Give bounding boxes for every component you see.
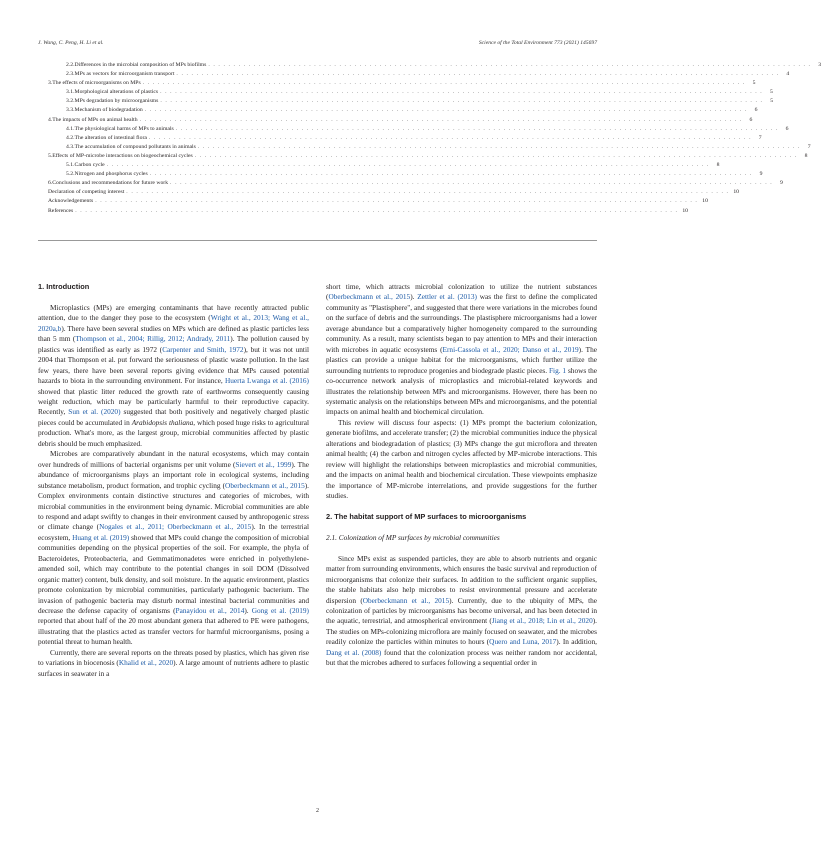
toc-entry-title: Declaration of competing interest (48, 189, 125, 196)
toc-entry-title: MPs degradation by microorganisms (74, 98, 159, 105)
toc-entry[interactable] (48, 161, 720, 170)
citation-link[interactable]: Dang et al. (2008) (326, 647, 382, 657)
toc-entry-title: The effects of microorganisms on MPs (52, 80, 141, 87)
citation-link[interactable]: Oberbeckmann et al., 2015 (328, 292, 411, 302)
toc-entry-title: MPs as vectors for microorganism transport (74, 71, 175, 78)
toc-entry-page: 6 (749, 116, 753, 123)
toc-entry-page: 8 (716, 162, 720, 169)
toc-entry-title: The impacts of MPs on animal health (52, 116, 138, 123)
citation-link[interactable]: Carpenter and Smith, 1972 (162, 344, 244, 354)
toc-entry[interactable] (48, 106, 758, 115)
citation-link[interactable]: Jiang et al., 2018; Lin et al., 2020 (491, 616, 593, 626)
toc-entry-page: 8 (804, 152, 808, 159)
toc-leader-dots: . . . . . . . . . . . . . . . . . . . . . . . . . . . . . . . . . . . . . . . . . . . . . . . . . . . . . . . . . . . . . . . . . . . . . . . . . . . . . . . . . . . . . . . . . . . . . . . . . . . . . . . . . . . . . . . . . . . . . . . . (148, 134, 752, 141)
page-number: 2 (316, 808, 319, 814)
toc-entry-page: 3 (818, 62, 821, 68)
toc-entry[interactable] (48, 70, 790, 79)
toc-entry[interactable] (48, 61, 821, 70)
paragraph: Currently, there are several reports on the threats posed by plastics, which has given rise to variations in biocenosis (Khalid et al., 2020). A large amount of nutrients adhere to plastic surfaces in seawater in a (38, 647, 309, 678)
toc-entry-page: 5 (769, 89, 773, 96)
toc-leader-dots: . . . . . . . . . . . . . . . . . . . . . . . . . . . . . . . . . . . . . . . . . . . . . . . . . . . . . . . . . . . . . . . . . . . . . . . . . . . . . . . . . . . . . . . . . . . . . . . . . . . . . . . . . . . . . . . . . . . . . . . . (95, 198, 698, 205)
paragraph: This review will discuss four aspects: (1) MPs prompt the bacterium colonization, generate biofilms, and accelerate transfer; (2) the microbial communities induce the physical alterations and biodegradation of plastics; (3) MPs change the gut microflora and threaten animal health; (4) the carbon and nitrogen cycles affected by MP-microbe interactions. This review will highlight the relationships between microplastics and microbial communities, and the impacts on animal health and biochemical circulation. These viewpoints emphasize the importance of MP-microbe interrelations, and provide suggestions for the further studies. (326, 417, 597, 501)
paragraph: Microplastics (MPs) are emerging contaminants that have recently attracted public attention, due to the danger they pose to the ecosystem (Wright et al., 2013; Wang et al., 2020a,b). There have been several studies on MPs which are defined as plastic particles less than 5 mm (Thompson et al., 2004; Rillig, 2012; Andrady, 2011). The pollution caused by plastics was identified as early as 1972 (Carpenter and Smith, 1972), but it was not until 2004 that Thompson et al. put forward the seriousness of plastic waste pollution. In the last few years, there have been several reports giving evidence that MPs caused potential hazards to biota in the surrounding environment. For instance, Huerta Lwanga et al. (2016) showed that plastic litter reduced the growth rate of earthworms consequently causing weight reduction, which may be particularly harmful to their reproductive capacity. Recently, Sun et al. (2020) suggested that both positively and negatively charged plastic pieces could be accumulated in Arabidopsis thaliana, which posed huge risks to agricultural production. What's more, as the largest group, microbial communities affected by plastic debris should be much emphasized. (38, 302, 310, 448)
toc-entry-page: 6 (785, 125, 789, 132)
citation-link[interactable]: Wright et al., 2013; Wang et al., 2020a,b (38, 313, 309, 333)
citation-link[interactable]: Sun et al. (2020) (68, 407, 121, 417)
toc-entry-title: Nitrogen and phosphorus cycles (74, 171, 148, 178)
toc-leader-dots: . . . . . . . . . . . . . . . . . . . . . . . . . . . . . . . . . . . . . . . . . . . . . . . . . . . . . . . . . . . . . . . . . . . . . . . . . . . . . . . . . . . . . . . . . . . . . . . . . . . . . . . . . . . . . . . . . . . . . . . . (149, 171, 753, 178)
toc-entry-title: The accumulation of compound pollutants in animals (74, 143, 196, 150)
toc-leader-dots: . . . . . . . . . . . . . . . . . . . . . . . . . . . . . . . . . . . . . . . . . . . . . . . . . . . . . . . . . . . . . . . . . . . . . . . . . . . . . . . . . . . . . . . . . . . . . . . . . . . . . . . . . . . . . . . . . . . . . . . . (142, 80, 746, 87)
toc-entry-number: 4. (48, 116, 53, 123)
toc-entry-title: Conclusions and recommendations for future work (52, 180, 169, 187)
toc-entry-title: Mechanism of biodegradation (74, 107, 143, 114)
figure-link[interactable]: Fig. 1 (548, 365, 567, 375)
header-journal: Science of the Total Environment 773 (2021) 145697 (478, 40, 597, 46)
citation-link[interactable]: Sievert et al., 1999 (235, 459, 292, 469)
toc-entry[interactable] (48, 125, 789, 134)
toc-entry-number: 3.2. (66, 98, 75, 105)
header-authors: J. Wang, C. Peng, H. Li et al. (38, 40, 104, 46)
toc-entry-page: 6 (754, 107, 758, 114)
toc-entry[interactable] (48, 188, 740, 197)
paragraph: Microbes are comparatively abundant in the natural ecosystems, which may contain over hundreds of millions of bacterial organisms per unit volume (Sievert et al., 1999). The abundance of microorganisms plays an important role in ecological systems, including substance metabolism, product formation, and trophic cycling (Oberbeckmann et al., 2015). Complex environments contain distinctive structures and categories of microbes, with microbial communities in the environment being dynamic. Microbial communities are able to respond and adapt swiftly to changes in their environment caused by anthropogenic stress or climate change (Nogales et al., 2011; Oberbeckmann et al., 2015). In the terrestrial ecosystem, Huang et al. (2019) showed that MPs could change the composition of microbial communities depending on the physical properties of the soil. For example, the phyla of Bacteroidetes, Proteobacteria, and Gemmatimonadetes were enriched in polyethylene-amended soil, which may contribute to the potential changes in soil DOM (Dissolved organic matter) content, bulk density, and soil moisture. In the aquatic environment, plastics promote colonization by microbial communities, particularly pathogenic bacterium. The invasion of pathogenic bacteria may disturb normal intestinal bacterial communities and decrease the defense capacity of organisms (Panayidou et al., 2014). Gong et al. (2019) reported that about half of the 20 most abundant genera that adhered to PE were pathogens, illustrating that the plastics acted as transfer vectors for harmful microorganisms, posing a potential threat to human health. (38, 449, 309, 647)
toc-entry[interactable] (48, 88, 773, 97)
toc-entry[interactable] (48, 197, 708, 206)
toc-entry[interactable] (48, 97, 774, 106)
toc-leader-dots: . . . . . . . . . . . . . . . . . . . . . . . . . . . . . . . . . . . . . . . . . . . . . . . . . . . . . . . . . . . . . . . . . . . . . . . . . . . . . . . . . . . . . . . . . . . . . . . . . . . . . . . . . . . . . . . . . . . . . . . . (126, 189, 730, 196)
toc-entry-page: 9 (759, 171, 763, 178)
toc-entry[interactable] (48, 207, 688, 216)
running-header (38, 40, 597, 46)
toc-leader-dots: . . . . . . . . . . . . . . . . . . . . . . . . . . . . . . . . . . . . . . . . . . . . . . . . . . . . . . . . . . . . . . . . . . . . . . . . . . . . . . . . . . . . . . . . . . . . . . . . . . . . . . . . . . . . . . . . . . . . . . . . (176, 71, 780, 78)
toc-entry-number: 3. (48, 80, 53, 87)
section-heading-introduction: 1. Introduction (38, 282, 90, 291)
toc-entry[interactable] (48, 116, 753, 125)
section-heading-habitat: 2. The habitat support of MP surfaces to microorganisms (326, 511, 527, 521)
toc-entry[interactable] (48, 179, 783, 188)
paragraph: Since MPs exist as suspended particles, they are able to absorb nutrients and organic matter from surrounding environments, which ensures the basic survival and reproduction of microorganisms that colonize their surfaces. In addition to the sufficient organic supplies, the stable habitats also help microbes to resist environmental pressure and accelerate dispersion (Oberbeckmann et al., 2015). Currently, due to the ubiquity of MPs, the colonization of particles by microorganisms has become universal, and has been detected in the aquatic, terrestrial, and atmospherical environment (Jiang et al., 2018; Lin et al., 2020). The studies on MPs-colonizing microflora are mainly focused on seawater, and the microbes readily colonize the particles within minutes to hours (Quero and Luna, 2017). In addition, Dang et al. (2008) found that the colonization process was neither random nor accidental, but that the microbes adhered to surfaces following a sequential order in (326, 553, 598, 668)
toc-entry-number: 5. (48, 152, 53, 159)
toc-leader-dots: . . . . . . . . . . . . . . . . . . . . . . . . . . . . . . . . . . . . . . . . . . . . . . . . . . . . . . . . . . . . . . . . . . . . . . . . . . . . . . . . . . . . . . . . . . . . . . . . . . . . . . . . . . . . . . . . . . . . . . . . (139, 116, 743, 123)
toc-entry-title: Carbon cycle (74, 162, 105, 169)
toc-entry-number: 6. (48, 180, 53, 187)
divider (38, 240, 597, 241)
toc-entry-page: 5 (752, 80, 756, 87)
citation-link[interactable]: Nogales et al., 2011; Oberbeckmann et al., 2015 (99, 522, 252, 532)
toc-leader-dots: . . . . . . . . . . . . . . . . . . . . . . . . . . . . . . . . . . . . . . . . . . . . . . . . . . . . . . . . . . . . . . . . . . . . . . . . . . . . . . . . . . . . . . . . . . . . . . . . . . . . . . . . . . . . . . . . . . . . . . . . (144, 107, 748, 114)
toc-entry-page: 7 (807, 143, 811, 150)
citation-link[interactable]: Erni-Cassola et al., 2020; Danso et al., 2019 (442, 344, 579, 354)
toc-leader-dots: . . . . . . . . . . . . . . . . . . . . . . . . . . . . . . . . . . . . . . . . . . . . . . . . . . . . . . . . . . . . . . . . . . . . . . . . . . . . . . . . . . . . . . . . . . . . . . . . . . . . . . . . . . . . . . . . . . . . . . . . (160, 89, 763, 96)
toc-entry-number: 4.2. (66, 134, 75, 141)
citation-link[interactable]: Oberbeckmann et al., 2015 (225, 480, 305, 490)
toc-leader-dots: . . . . . . . . . . . . . . . . . . . . . . . . . . . . . . . . . . . . . . . . . . . . . . . . . . . . . . . . . . . . . . . . . . . . . . . . . . . . . . . . . . . . . . . . . . . . . . . . . . . . . . . . . . . . . . . . . . . . . . . . (160, 98, 764, 105)
toc-leader-dots: . . . . . . . . . . . . . . . . . . . . . . . . . . . . . . . . . . . . . . . . . . . . . . . . . . . . . . . . . . . . . . . . . . . . . . . . . . . . . . . . . . . . . . . . . . . . . . . . . . . . . . . . . . . . . . . . . . . . . . . . (197, 143, 801, 150)
right-column (326, 282, 597, 669)
toc-entry-title: References (48, 207, 74, 214)
citation-link[interactable]: Thompson et al., 2004; Rillig, 2012; Andrady, 2011 (75, 334, 231, 344)
toc-entry-number: 3.3. (66, 107, 75, 114)
toc-entry-number: 2.3. (66, 71, 75, 78)
toc-entry-title: Differences in the microbial composition of MPs biofilms (74, 62, 207, 68)
citation-link[interactable]: Quero and Luna, 2017 (489, 637, 557, 647)
citation-link[interactable]: Khalid et al., 2020 (118, 658, 174, 668)
toc-entry-number: 2.2. (66, 62, 75, 68)
toc-entry-number: 5.2. (66, 171, 75, 178)
toc-entry-page: 10 (733, 189, 740, 196)
citation-link[interactable]: Oberbeckmann et al., 2015 (362, 595, 450, 605)
toc-entry-title: Effects of MP-microbe interactions on biogeochemical cycles (52, 152, 193, 159)
toc-entry-title: The alteration of intestinal flora (74, 134, 147, 141)
toc-entry-page: 10 (682, 207, 688, 214)
toc-entry-page: 4 (786, 71, 790, 78)
table-of-contents (48, 61, 821, 216)
toc-leader-dots: . . . . . . . . . . . . . . . . . . . . . . . . . . . . . . . . . . . . . . . . . . . . . . . . . . . . . . . . . . . . . . . . . . . . . . . . . . . . . . . . . . . . . . . . . . . . . . . . . . . . . . . . . . . . . . . . . . . . . . . . (170, 180, 773, 187)
toc-entry[interactable] (48, 143, 811, 152)
toc-leader-dots: . . . . . . . . . . . . . . . . . . . . . . . . . . . . . . . . . . . . . . . . . . . . . . . . . . . . . . . . . . . . . . . . . . . . . . . . . . . . . . . . . . . . . . . . . . . . . . . . . . . . . . . . . . . . . . . . . . . . . . . . (194, 152, 798, 159)
toc-entry-title: Morphological alterations of plastics (74, 89, 159, 96)
toc-entry-number: 5.1. (66, 162, 75, 169)
toc-entry-number: 4.1. (66, 125, 75, 132)
toc-entry-page: 5 (770, 98, 774, 105)
toc-entry-page: 7 (758, 134, 762, 141)
toc-entry-page: 9 (779, 180, 783, 187)
toc-leader-dots: . . . . . . . . . . . . . . . . . . . . . . . . . . . . . . . . . . . . . . . . . . . . . . . . . . . . . . . . . . . . . . . . . . . . . . . . . . . . . . . . . . . . . . . . . . . . . . . . . . . . . . . . . . . . . . . . . . . . . . . . (208, 62, 812, 68)
citation-link[interactable]: Zettler et al. (2013) (417, 292, 477, 302)
toc-leader-dots: . . . . . . . . . . . . . . . . . . . . . . . . . . . . . . . . . . . . . . . . . . . . . . . . . . . . . . . . . . . . . . . . . . . . . . . . . . . . . . . . . . . . . . . . . . . . . . . . . . . . . . . . . . . . . . . . . . . . . . . . (175, 125, 779, 132)
toc-entry-title: The physiological harms of MPs to animals (74, 125, 174, 132)
citation-link[interactable]: Panayidou et al., 2014 (175, 606, 245, 616)
toc-entry[interactable] (48, 134, 762, 143)
paragraph: short time, which attracts microbial colonization to utilize the nutrient substances (Oberbeckmann et al., 2015). Zettler et al. (2013) was the first to define the complicated community as "Plastisphere", and suggested that there were variations in the microbes found on the surface of debris and the surroundings. The plastisphere microorganisms had a lower average abundance but a comparatively higher homogeneity compared to the surrounding community. As a result, many scientists began to pay attention to MPs and their interaction with microbes in aquatic ecosystems (Erni-Cassola et al., 2020; Danso et al., 2019). The plastics can provide a unique habitat for the microorganisms, which further utilize the surrounding nutrients to reproduce progenies and biodegrade plastic pieces. Fig. 1 shows the co-occurrence network analysis of microplastics and microbial-related keywords and illustrates the relationship between MPs and microorganisms. However, there has been no systematic analysis on the relationships between MPs and microorganisms, and the potential impacts on animal health and biochemical circulation. (326, 282, 598, 417)
citation-link[interactable]: Gong et al. (2019) (251, 606, 309, 616)
citation-link[interactable]: Huang et al. (2019) (72, 532, 130, 542)
subsection-heading: 2.1. Colonization of MP surfaces by microbial communities (326, 532, 500, 542)
toc-entry[interactable] (48, 79, 756, 88)
toc-entry-page: 10 (702, 198, 708, 205)
toc-leader-dots: . . . . . . . . . . . . . . . . . . . . . . . . . . . . . . . . . . . . . . . . . . . . . . . . . . . . . . . . . . . . . . . . . . . . . . . . . . . . . . . . . . . . . . . . . . . . . . . . . . . . . . . . . . . . . . . . . . . . . . . . (106, 162, 710, 169)
citation-link[interactable]: Huerta Lwanga et al. (2016) (224, 376, 309, 386)
toc-leader-dots: . . . . . . . . . . . . . . . . . . . . . . . . . . . . . . . . . . . . . . . . . . . . . . . . . . . . . . . . . . . . . . . . . . . . . . . . . . . . . . . . . . . . . . . . . . . . . . . . . . . . . . . . . . . . . . . . . . . . . . . . (75, 207, 678, 214)
toc-entry-title: Acknowledgements (48, 198, 94, 205)
toc-entry-number: 3.1. (66, 89, 75, 96)
left-column (38, 282, 309, 679)
toc-entry[interactable] (48, 152, 808, 161)
toc-entry-number: 4.3. (66, 143, 75, 150)
toc-entry[interactable] (48, 170, 763, 179)
